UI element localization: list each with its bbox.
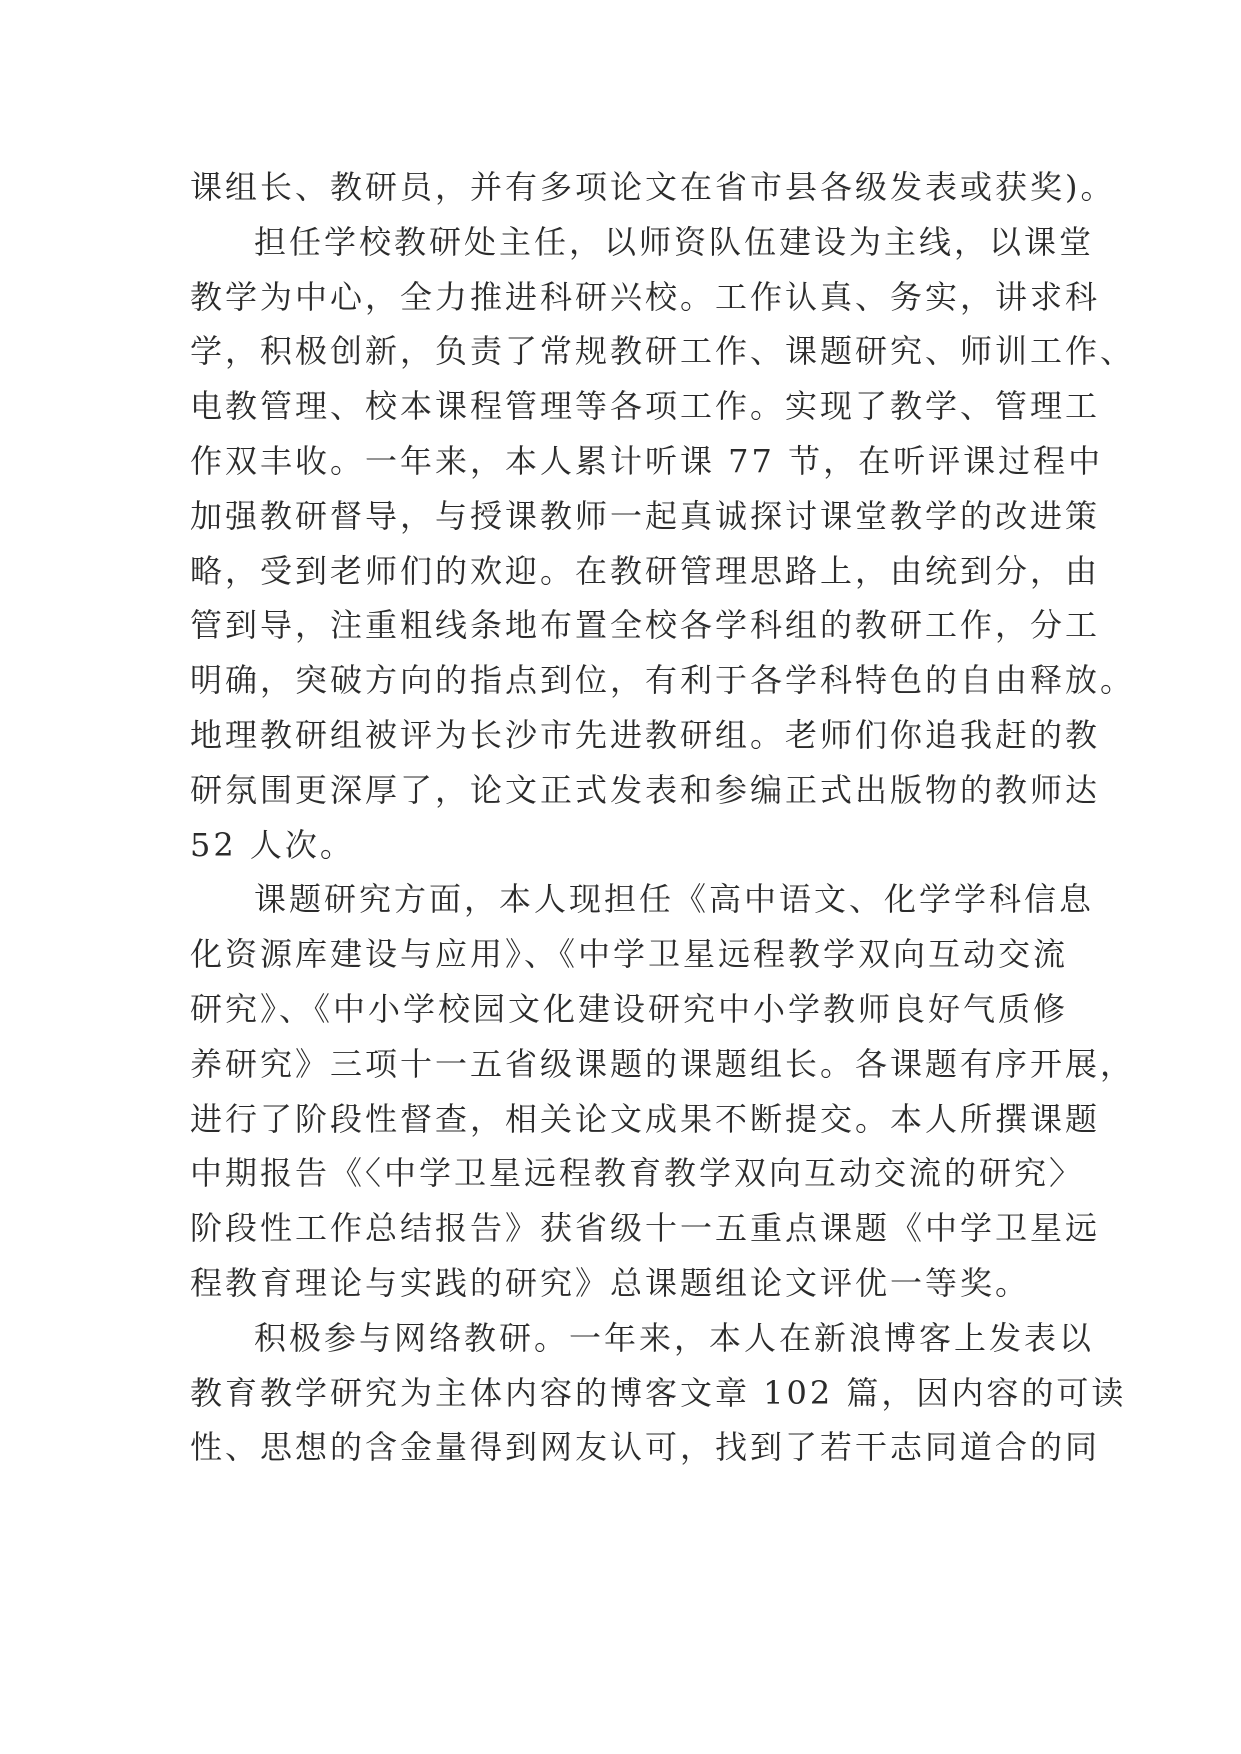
text-line: 教育教学研究为主体内容的博客文章 102 篇，因内容的可读 [190,1373,1127,1412]
text-line: 进行了阶段性督查，相关论文成果不断提交。本人所撰课题 [190,1099,1101,1138]
paragraph [190,215,1136,873]
text-line: 学，积极创新，负责了常规教研工作、课题研究、师训工作、 [190,332,1136,371]
text-line: 担任学校教研处主任，以师资队伍建设为主线，以课堂 [254,222,1095,261]
text-line: 养研究》三项十一五省级课题的课题组长。各课题有序开展， [190,1044,1136,1083]
text-line: 管到导，注重粗线条地布置全校各学科组的教研工作，分工 [190,606,1101,645]
text-line: 课题研究方面，本人现担任《高中语文、化学学科信息 [254,880,1095,919]
text-line: 程教育理论与实践的研究》总课题组论文评优一等奖。 [190,1263,1031,1302]
text-line: 性、思想的含金量得到网友认可，找到了若干志同道合的同 [190,1428,1101,1467]
text-line: 略，受到老师们的欢迎。在教研管理思路上，由统到分，由 [190,551,1101,590]
text-line: 中期报告《〈中学卫星远程教育教学双向互动交流的研究〉 [190,1154,1085,1193]
text-line: 研氛围更深厚了，论文正式发表和参编正式出版物的教师达 [190,770,1101,809]
text-line: 教学为中心，全力推进科研兴校。工作认真、务实，讲求科 [190,277,1101,316]
text-line: 作双丰收。一年来，本人累计听课 77 节，在听评课过程中 [190,441,1104,480]
text-line: 加强教研督导，与授课教师一起真诚探讨课堂教学的改进策 [190,496,1101,535]
text-line: 积极参与网络教研。一年来，本人在新浪博客上发表以 [254,1318,1095,1357]
paragraph [190,1311,1127,1475]
text-line: 电教管理、校本课程管理等各项工作。实现了教学、管理工 [190,387,1101,426]
body-text [190,160,1136,1475]
text-line: 化资源库建设与应用》、《中学卫星远程教学双向互动交流 [190,935,1069,974]
paragraph [190,872,1136,1310]
paragraph [190,160,1116,215]
text-line: 课组长、教研员，并有多项论文在省市县各级发表或获奖)。 [190,168,1116,206]
text-line: 明确，突破方向的指点到位，有利于各学科特色的自由释放。 [190,661,1136,700]
text-line: 阶段性工作总结报告》获省级十一五重点课题《中学卫星远 [190,1209,1101,1248]
text-line: 研究》、《中小学校园文化建设研究中小学教师良好气质修 [190,989,1069,1028]
text-line: 地理教研组被评为长沙市先进教研组。老师们你追我赶的教 [190,715,1101,754]
text-line: 52 人次。 [190,825,355,864]
